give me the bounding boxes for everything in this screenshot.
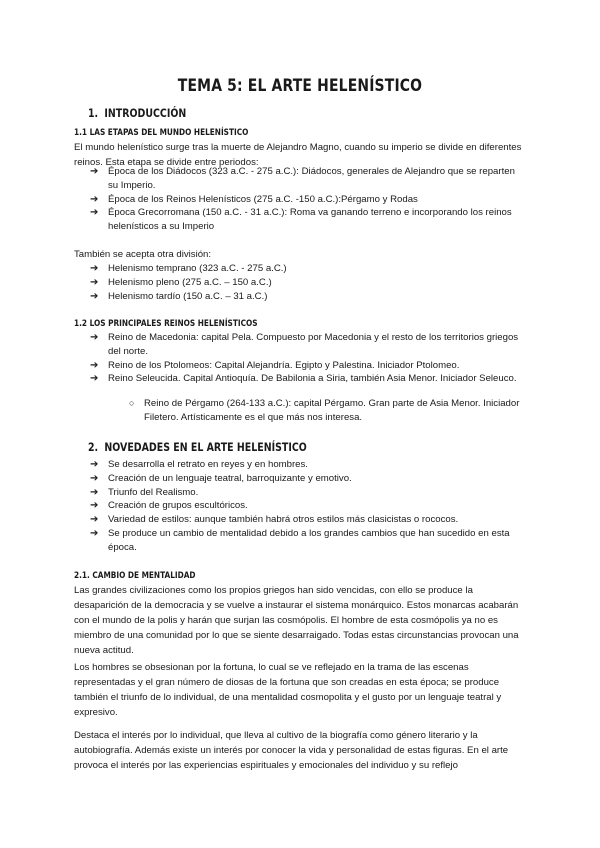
kingdoms-list: [74, 331, 524, 386]
list-item: [74, 331, 524, 359]
list-item: [74, 276, 524, 290]
circle-bullet-icon: ○: [129, 398, 135, 408]
list-item-text: Época de los Diádocos (323 a.C. - 275 a.C.): Diádocos, generales de Alejandro que se reparten su Imperio.: [108, 166, 515, 191]
arrow-icon: ➔: [90, 500, 99, 512]
list-item: [74, 372, 524, 386]
section-1-number: 1.: [88, 106, 99, 120]
list-item: [74, 165, 524, 193]
arrow-icon: ➔: [90, 514, 99, 526]
section-2-label: NOVEDADES EN EL ARTE HELENÍSTICO: [104, 440, 307, 454]
arrow-icon: ➔: [90, 332, 99, 343]
section-1-heading: [88, 106, 186, 120]
list-item-text: Creación de un lenguaje teatral, barroquizante y emotivo.: [108, 472, 352, 484]
arrow-icon: ➔: [90, 459, 99, 470]
arrow-icon: ➔: [90, 373, 99, 385]
arrow-icon: ➔: [90, 472, 99, 484]
list-item-text: Época Grecorromana (150 a.C. - 31 a.C.): Roma va ganando terreno e incorporando los reinos helenísticos a su Imperio: [108, 207, 512, 233]
list-item-text: Se produce un cambio de mentalidad debido a los grandes cambios que han sucedido en esta época.: [108, 527, 510, 553]
list-item: [74, 499, 524, 513]
other-division-text: También se acepta otra división:: [74, 249, 212, 260]
list-item: [74, 359, 524, 373]
list-item-text: Variedad de estilos: aunque también habrá otros estilos más clasicistas o rococos.: [108, 514, 459, 526]
section-2-heading: [88, 440, 307, 454]
list-item-text: Creación de grupos escultóricos.: [108, 500, 248, 512]
list-item: [74, 290, 524, 304]
arrow-icon: ➔: [90, 263, 99, 274]
subsection-2-1-heading: 2.1. CAMBIO DE MENTALIDAD: [74, 570, 196, 581]
arrow-icon: ➔: [90, 359, 99, 371]
list-item-text: Se desarrolla el retrato en reyes y en hombres.: [108, 459, 308, 470]
periods2-list: [74, 262, 524, 303]
arrow-icon: ➔: [90, 166, 99, 177]
list-item: [74, 193, 524, 207]
list-item-text: Reino de los Ptolomeos: Capital Alejandría. Egipto y Palestina. Iniciador Ptolomeo.: [108, 359, 460, 371]
section-2-number: 2.: [88, 440, 99, 454]
intro-paragraph: El mundo helenístico surge tras la muerte de Alejandro Magno, cuando su imperio se divide en diferentes reinos. Esta etapa se divide entre periodos:: [74, 142, 522, 168]
pergamo-sublist: [74, 397, 524, 425]
sublist-item-text: Reino de Pérgamo (264-133 a.C.): capital Pérgamo. Gran parte de Asia Menor. Iniciador Filetero. Artísticamente es el que más nos interesa.: [144, 398, 520, 423]
arrow-icon: ➔: [90, 207, 99, 219]
mentality-paragraph-3: Destaca el interés por lo individual, que lleva al cultivo de la biografía como género literario y la autobiografía. Además existe un interés por conocer la vida y personalidad de estas figuras. En el arte provoca el interés por las experiencias espirituales y emocionales del individuo y su reflejo: [74, 730, 509, 771]
arrow-icon: ➔: [90, 276, 99, 288]
subsection-1-1-heading: 1.1 LAS ETAPAS DEL MUNDO HELENÍSTICO: [74, 127, 249, 138]
list-item: [74, 458, 524, 472]
subsection-1-2-heading: 1.2 LOS PRINCIPALES REINOS HELENÍSTICOS: [74, 318, 258, 329]
mentality-paragraph-1: Las grandes civilizaciones como los propios griegos han sido vencidas, con ello se produce la desaparición de la democracia y se vuelve a instaurar el sistema monárquico. Estos monarcas acabarán con el mundo de la polis y harán que surjan las cosmópolis. El hombre de esta cosmópolis ya no es miembro de una comunidad por lo que se siente desarraigado. Todas estas circunstancias provocan una nueva actitud.: [74, 585, 519, 656]
list-item: [74, 527, 524, 555]
list-item-text: Helenismo temprano (323 a.C. - 275 a.C.): [108, 263, 287, 274]
list-item-text: Helenismo tardío (150 a.C. – 31 a.C.): [108, 290, 268, 302]
periods-list: [74, 165, 524, 234]
arrow-icon: ➔: [90, 290, 99, 302]
list-item-text: Reino de Macedonia: capital Pela. Compuesto por Macedonia y el resto de los territorios griegos del norte.: [108, 332, 519, 357]
sublist-item: [74, 397, 524, 425]
page-title: TEMA 5: EL ARTE HELENÍSTICO: [177, 76, 423, 96]
mentality-paragraph-2: Los hombres se obsesionan por la fortuna, lo cual se ve reflejado en la trama de las escenas representadas y el gran número de diosas de la fortuna que son creadas en esta época; se produce también el triunfo de lo individual, de una mentalidad cosmopolita y el gusto por un lenguaje teatral y expresivo.: [74, 662, 502, 718]
list-item: [74, 262, 524, 276]
list-item-text: Época de los Reinos Helenísticos (275 a.C. -150 a.C.):Pérgamo y Rodas: [108, 193, 418, 205]
list-item: [74, 513, 524, 527]
novelties-list: [74, 458, 524, 555]
list-item: [74, 206, 524, 234]
list-item-text: Helenismo pleno (275 a.C. – 150 a.C.): [108, 276, 272, 288]
list-item: [74, 472, 524, 486]
arrow-icon: ➔: [90, 193, 99, 205]
arrow-icon: ➔: [90, 527, 99, 539]
list-item-text: Triunfo del Realismo.: [108, 486, 199, 498]
list-item-text: Reino Seleucida. Capital Antioquía. De Babilonia a Siria, también Asia Menor. Iniciador Seleuco.: [108, 373, 517, 385]
arrow-icon: ➔: [90, 486, 99, 498]
list-item: [74, 486, 524, 500]
section-1-label: INTRODUCCIÓN: [104, 106, 187, 120]
